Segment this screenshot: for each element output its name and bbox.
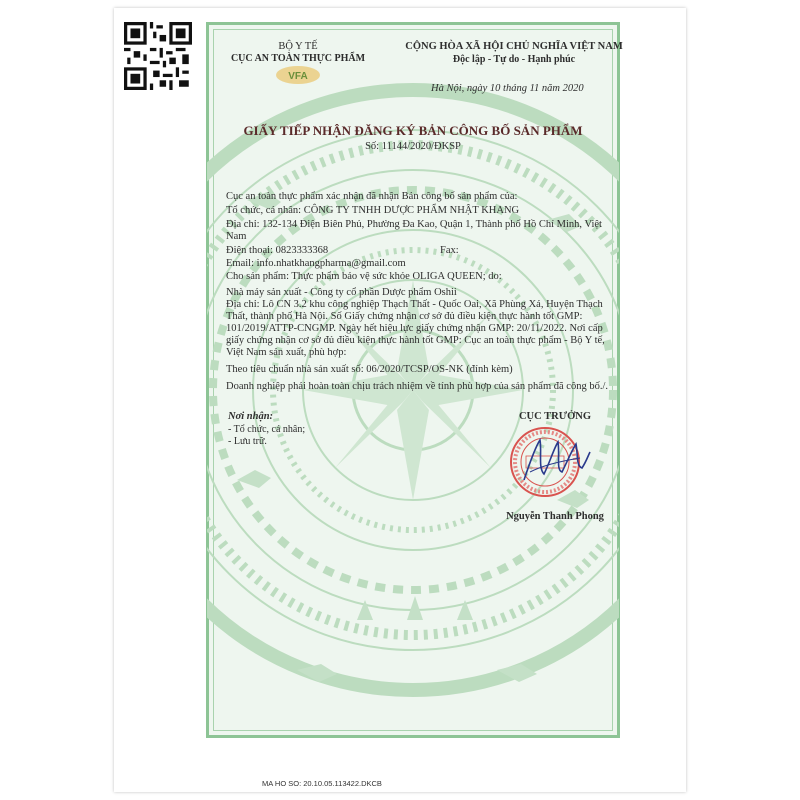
address-line-2: Nam <box>226 231 247 242</box>
organization-line: Tổ chức, cá nhân: CÔNG TY TNHH DƯỢC PHẨM NHẬT KHANG <box>226 205 520 216</box>
factory-address-3: 101/2019/ATTP-CNGMP. Ngày hết hiệu lực giấy chứng nhận GMP: 20/11/2022. Nơi cấp <box>226 323 603 334</box>
email-line: Email: info.nhatkhangpharma@gmail.com <box>226 258 406 269</box>
body-intro: Cục an toàn thực phẩm xác nhận đã nhận Bản công bố sản phẩm của: <box>226 191 518 202</box>
ministry-name: BỘ Y TẾ <box>278 41 318 52</box>
product-line: Cho sản phẩm: Thực phẩm bảo vệ sức khỏe OLIGA QUEEN; do: <box>226 271 502 282</box>
factory-address-5: Việt Nam sản xuất, phù hợp: <box>226 347 347 358</box>
address-line-1: Địa chỉ: 132-134 Điện Biên Phủ, Phường Đa Kao, Quận 1, Thành phố Hồ Chí Minh, Việt <box>226 219 602 230</box>
qr-code-icon <box>124 22 192 90</box>
signer-name: Nguyễn Thanh Phong <box>506 511 604 522</box>
document-number: Số: 11144/2020/ĐKSP <box>365 141 461 152</box>
country-name: CỘNG HÒA XÃ HỘI CHỦ NGHĨA VIỆT NAM <box>405 41 623 52</box>
responsibility-line: Doanh nghiệp phải hoàn toàn chịu trách nhiệm về tính phù hợp của sản phẩm đã công bố./. <box>226 381 608 392</box>
document-title: GIẤY TIẾP NHẬN ĐĂNG KÝ BẢN CÔNG BỐ SẢN PHẨM <box>243 123 583 138</box>
logo-text: VFA <box>288 71 308 82</box>
standard-line: Theo tiêu chuẩn nhà sản xuất số: 06/2020/TCSP/OS-NK (đính kèm) <box>226 364 513 375</box>
recipients-heading: Nơi nhận: <box>228 411 274 422</box>
signature-icon <box>520 432 594 492</box>
recipient-item: - Tổ chức, cá nhân; <box>228 424 306 435</box>
national-motto: Độc lập - Tự do - Hạnh phúc <box>452 54 576 65</box>
factory-address-2: Thất, thành phố Hà Nội. Số Giấy chứng nhận cơ sở đủ điều kiện thực hành tốt GMP: <box>226 311 583 322</box>
phone-line: Điện thoại: 0823333368 <box>226 245 329 256</box>
factory-address-4: giấy chứng nhận cơ sở đủ điều kiện thực hành tốt GMP: Cục an toàn thực phẩm - Bộ Y tế, <box>226 335 605 346</box>
vfa-logo-icon <box>273 64 323 86</box>
dossier-code: MA HO SO: 20.10.05.113422.DKCB <box>262 779 382 788</box>
factory-address-1: Địa chỉ: Lô CN 3.2 khu công nghiệp Thạch Thất - Quốc Oai, Xã Phùng Xá, Huyện Thạch <box>226 299 603 310</box>
fax-line: Fax: <box>440 245 459 256</box>
signer-position: CỤC TRƯỞNG <box>518 411 592 422</box>
bronze-drum-watermark <box>207 60 619 736</box>
issue-date: Hà Nội, ngày 10 tháng 11 năm 2020 <box>431 83 584 94</box>
factory-line: Nhà máy sản xuất - Công ty cổ phần Dược phẩm Oshii <box>226 287 457 298</box>
agency-name: CỤC AN TOÀN THỰC PHẨM <box>230 53 366 64</box>
recipient-item: - Lưu trữ. <box>228 436 267 447</box>
